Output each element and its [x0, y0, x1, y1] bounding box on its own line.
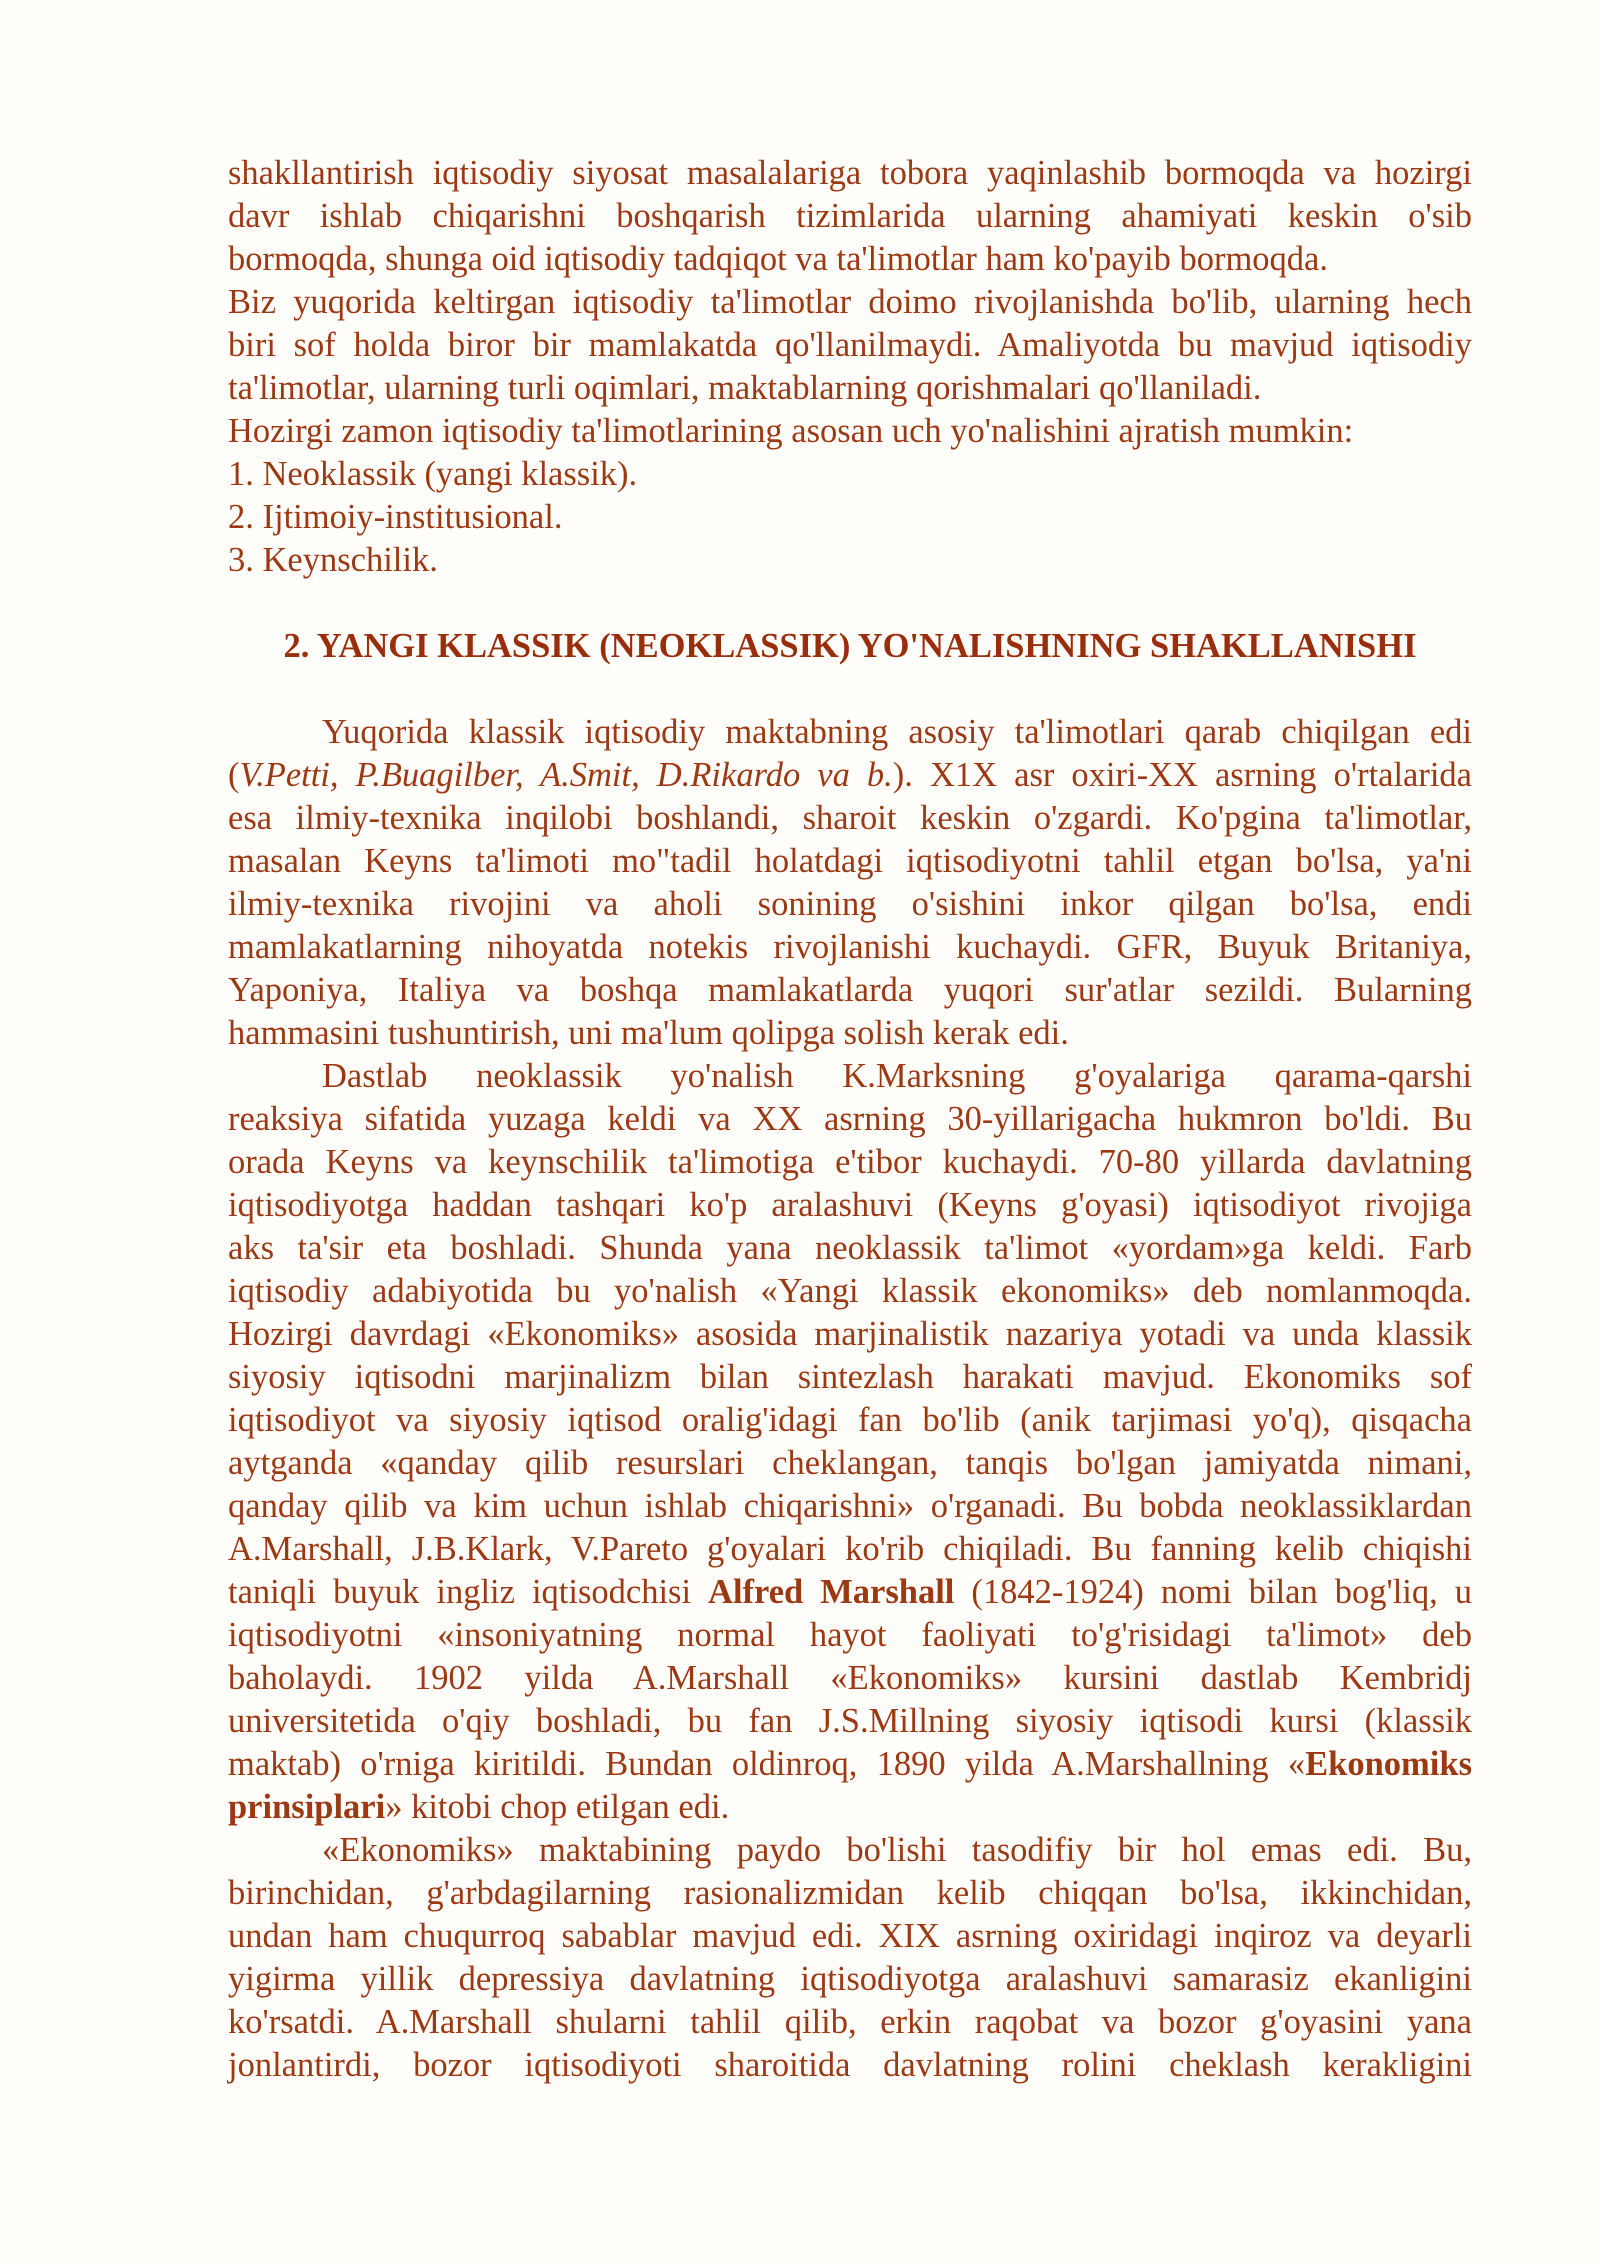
text-line: masalan Keyns ta'limoti mo"tadil holatdagi iqtisodiyotni tahlil etgan bo'lsa, ya'ni: [228, 842, 1472, 880]
text-line: «Ekonomiks» maktabining paydo bo'lishi tasodifiy bir hol emas edi. Bu,: [322, 1831, 1472, 1869]
list-item: 2. Ijtimoiy-institusional.: [228, 498, 563, 536]
book-title-bold: Ekonomiks: [1305, 1745, 1472, 1783]
text-line: qanday qilib va kim uchun ishlab chiqarishni» o'rganadi. Bu bobda neoklassiklardan: [228, 1487, 1472, 1525]
text-line: biri sof holda biror bir mamlakatda qo'llanilmaydi. Amaliyotda bu mavjud iqtisodiy: [228, 326, 1472, 364]
paren-open: (: [228, 756, 240, 794]
text-run: (1842-1924) nomi bilan bog'liq, u: [954, 1573, 1472, 1611]
document-page: [228, 152, 1472, 2087]
text-line: A.Marshall, J.B.Klark, V.Pareto g'oyalari ko'rib chiqiladi. Bu fanning kelib chiqishi: [228, 1530, 1472, 1568]
text-run: ). X1X asr oxiri-XX asrning o'rtalarida: [892, 756, 1472, 794]
intro-paragraph-3: Hozirgi zamon iqtisodiy ta'limotlarining asosan uch yo'nalishini ajratish mumkin:: [228, 412, 1354, 450]
text-line: iqtisodiyot va siyosiy iqtisod oralig'idagi fan bo'lib (anik tarjimasi yo'q), qisqacha: [228, 1401, 1472, 1439]
text-line: undan ham chuqurroq sabablar mavjud edi. XIX asrning oxiridagi inqiroz va deyarli: [228, 1917, 1472, 1955]
text-line: [228, 754, 1472, 797]
text-line: bormoqda, shunga oid iqtisodiy tadqiqot va ta'limotlar ham ko'payib bormoqda.: [228, 240, 1328, 278]
text-line: esa ilmiy-texnika inqilobi boshlandi, sharoit keskin o'zgardi. Ko'pgina ta'limotlar,: [228, 799, 1472, 837]
text-line: Dastlab neoklassik yo'nalish K.Marksning g'oyalariga qarama-qarshi: [322, 1057, 1472, 1095]
text-line: jonlantirdi, bozor iqtisodiyoti sharoitida davlatning rolini cheklash kerakligini: [228, 2046, 1472, 2084]
text-line: birinchidan, g'arbdagilarning rasionalizmidan kelib chiqqan bo'lsa, ikkinchidan,: [228, 1874, 1472, 1912]
text-line: Yaponiya, Italiya va boshqa mamlakatlarda yuqori sur'atlar sezildi. Bularning: [228, 971, 1472, 1009]
section-paragraph-1: [228, 711, 1472, 1055]
text-line: yigirma yillik depressiya davlatning iqtisodiyotga aralashuvi samarasiz ekanligini: [228, 1960, 1472, 1998]
text-line: iqtisodiyotni «insoniyatning normal hayot faoliyati to'g'risidagi ta'limot» deb: [228, 1616, 1472, 1654]
text-line: ilmiy-texnika rivojini va aholi sonining o'sishini inkor qilgan bo'lsa, endi: [228, 885, 1472, 923]
text-line: ko'rsatdi. A.Marshall shularni tahlil qilib, erkin raqobat va bozor g'oyasini yana: [228, 2003, 1472, 2041]
text-line: Yuqorida klassik iqtisodiy maktabning asosiy ta'limotlari qarab chiqilgan edi: [322, 713, 1472, 751]
directions-list: [228, 453, 1472, 582]
text-line: Hozirgi davrdagi «Ekonomiks» asosida marjinalistik nazariya yotadi va unda klassik: [228, 1315, 1472, 1353]
alfred-marshall-bold: Alfred Marshall: [708, 1573, 955, 1611]
list-item: 3. Keynschilik.: [228, 541, 438, 579]
text-line: hammasini tushuntirish, uni ma'lum qolipga solish kerak edi.: [228, 1014, 1069, 1052]
text-line: davr ishlab chiqarishni boshqarish tizimlarida ularning ahamiyati keskin o'sib: [228, 197, 1472, 235]
section-paragraph-3: [228, 1829, 1472, 2087]
intro-paragraph-2: [228, 281, 1472, 410]
text-line: orada Keyns va keynschilik ta'limotiga e'tibor kuchaydi. 70-80 yillarda davlatning: [228, 1143, 1472, 1181]
text-line: aks ta'sir eta boshladi. Shunda yana neoklassik ta'limot «yordam»ga keldi. Farb: [228, 1229, 1472, 1267]
authors-italic: V.Petti, P.Buagilber, A.Smit, D.Rikardo va b.: [239, 756, 893, 794]
text-line: iqtisodiy adabiyotida bu yo'nalish «Yangi klassik ekonomiks» deb nomlanmoqda.: [228, 1272, 1472, 1310]
text-line: iqtisodiyotga haddan tashqari ko'p aralashuvi (Keyns g'oyasi) iqtisodiyot rivojiga: [228, 1186, 1472, 1224]
book-title-bold: prinsiplari: [228, 1788, 386, 1826]
section-paragraph-2: [228, 1055, 1472, 1829]
text-line: mamlakatlarning nihoyatda notekis rivojlanishi kuchaydi. GFR, Buyuk Britaniya,: [228, 928, 1472, 966]
text-run: taniqli buyuk ingliz iqtisodchisi: [228, 1573, 709, 1611]
text-run: » kitobi chop etilgan edi.: [385, 1788, 730, 1826]
text-line: shakllantirish iqtisodiy siyosat masalalariga tobora yaqinlashib bormoqda va hozirgi: [228, 154, 1472, 192]
text-line: aytganda «qanday qilib resurslari cheklangan, tanqis bo'lgan jamiyatda nimani,: [228, 1444, 1472, 1482]
section-heading: 2. YANGI KLASSIK (NEOKLASSIK) YO'NALISHNING SHAKLLANISHI: [283, 627, 1417, 665]
text-line: reaksiya sifatida yuzaga keldi va XX asrning 30-yillarigacha hukmron bo'ldi. Bu: [228, 1100, 1472, 1138]
text-line: [228, 1743, 1472, 1786]
text-line: [228, 1786, 1472, 1829]
text-line: baholaydi. 1902 yilda A.Marshall «Ekonomiks» kursini dastlab Kembridj: [228, 1659, 1472, 1697]
text-line: Biz yuqorida keltirgan iqtisodiy ta'limotlar doimo rivojlanishda bo'lib, ularning hech: [228, 283, 1472, 321]
text-line: siyosiy iqtisodni marjinalizm bilan sintezlash harakati mavjud. Ekonomiks sof: [228, 1358, 1472, 1396]
text-line: ta'limotlar, ularning turli oqimlari, maktablarning qorishmalari qo'llaniladi.: [228, 369, 1262, 407]
intro-paragraph-1: [228, 152, 1472, 281]
text-line: universitetida o'qiy boshladi, bu fan J.S.Millning siyosiy iqtisodi kursi (klassik: [228, 1702, 1472, 1740]
list-item: 1. Neoklassik (yangi klassik).: [228, 455, 638, 493]
text-run: maktab) o'rniga kiritildi. Bundan oldinroq, 1890 yilda A.Marshallning «: [228, 1745, 1306, 1783]
text-line: [228, 1571, 1472, 1614]
